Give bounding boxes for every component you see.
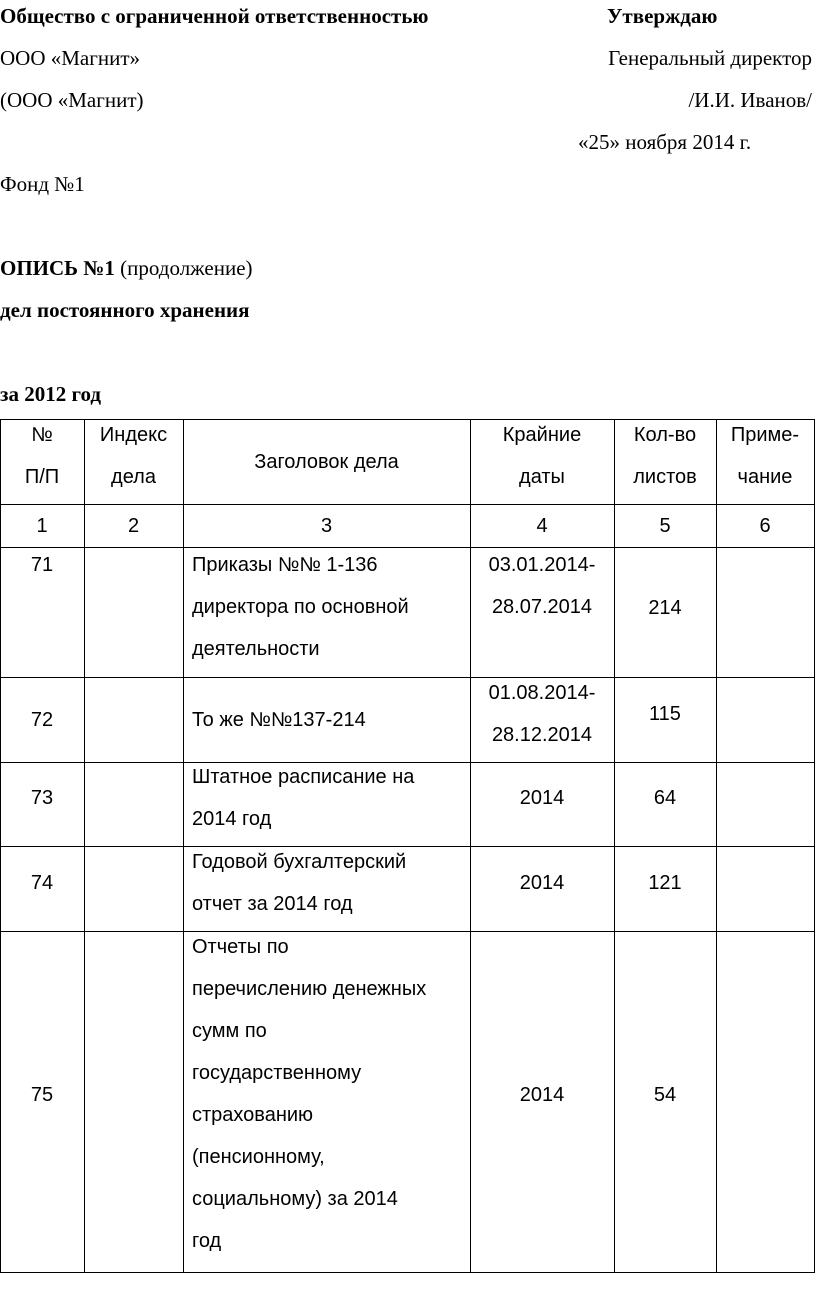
column-number: 1 xyxy=(36,514,48,537)
row-73-title: Штатное расписание на 2014 год xyxy=(192,766,415,830)
opis-number: ОПИСЬ №1 xyxy=(0,256,115,280)
organization-name: Общество с ограниченной ответственностью xyxy=(0,4,429,28)
inventory-table xyxy=(0,419,815,1273)
header-sheets: Кол-во листов xyxy=(633,424,697,488)
fond-number: Фонд №1 xyxy=(0,172,85,196)
document-year: за 2012 год xyxy=(0,382,101,406)
row-75-dates: 2014 xyxy=(519,1084,565,1106)
row-74-dates: 2014 xyxy=(519,872,565,894)
row-74-sheets: 121 xyxy=(648,872,682,894)
row-73-num: 73 xyxy=(30,787,54,809)
column-number: 5 xyxy=(659,514,671,537)
row-74-title: Годовой бухгалтерский отчет за 2014 год xyxy=(192,851,407,915)
row-74-num: 74 xyxy=(30,872,54,894)
row-75-sheets: 54 xyxy=(653,1084,677,1106)
continuation-note: (продолжение) xyxy=(120,256,253,280)
column-number: 2 xyxy=(127,514,140,537)
header-title: Заголовок дела xyxy=(254,450,399,473)
header-index: Индекс дела xyxy=(99,424,168,488)
header-num: № П/П xyxy=(24,424,60,488)
header-dates: Крайние даты xyxy=(502,424,582,488)
row-72-num: 72 xyxy=(30,708,54,731)
row-72-sheets: 115 xyxy=(649,703,681,725)
row-73-dates: 2014 xyxy=(519,787,565,809)
row-71-num: 71 xyxy=(30,554,54,576)
header-note: Приме- чание xyxy=(730,424,800,488)
organization-short-name: ООО «Магнит» xyxy=(0,46,141,70)
row-71-sheets: 214 xyxy=(648,597,682,619)
approve-name: /И.И. Иванов/ xyxy=(688,88,812,112)
document-subtitle: дел постоянного хранения xyxy=(0,298,250,322)
document-title xyxy=(0,258,253,279)
row-71-dates: 03.01.2014- 28.07.2014 xyxy=(488,554,596,618)
row-72-title: То же №№137-214 xyxy=(192,708,366,731)
column-number: 3 xyxy=(320,514,333,537)
approve-position: Генеральный директор xyxy=(608,46,812,70)
approve-date: «25» ноября 2014 г. xyxy=(578,130,752,154)
row-71-title: Приказы №№ 1-136 директора по основной деятельности xyxy=(192,554,409,660)
row-75-num: 75 xyxy=(30,1084,54,1106)
row-72-dates: 01.08.2014- 28.12.2014 xyxy=(488,682,596,746)
row-73-sheets: 64 xyxy=(653,787,677,809)
organization-short-name-paren: (ООО «Магнит) xyxy=(0,88,144,112)
column-number: 6 xyxy=(759,514,771,537)
approve-title: Утверждаю xyxy=(607,4,718,28)
row-75-title: Отчеты по перечислению денежных сумм по государственному страхованию (пенсионному, социальному) за 2014 год xyxy=(192,936,427,1252)
column-number: 4 xyxy=(536,514,548,537)
